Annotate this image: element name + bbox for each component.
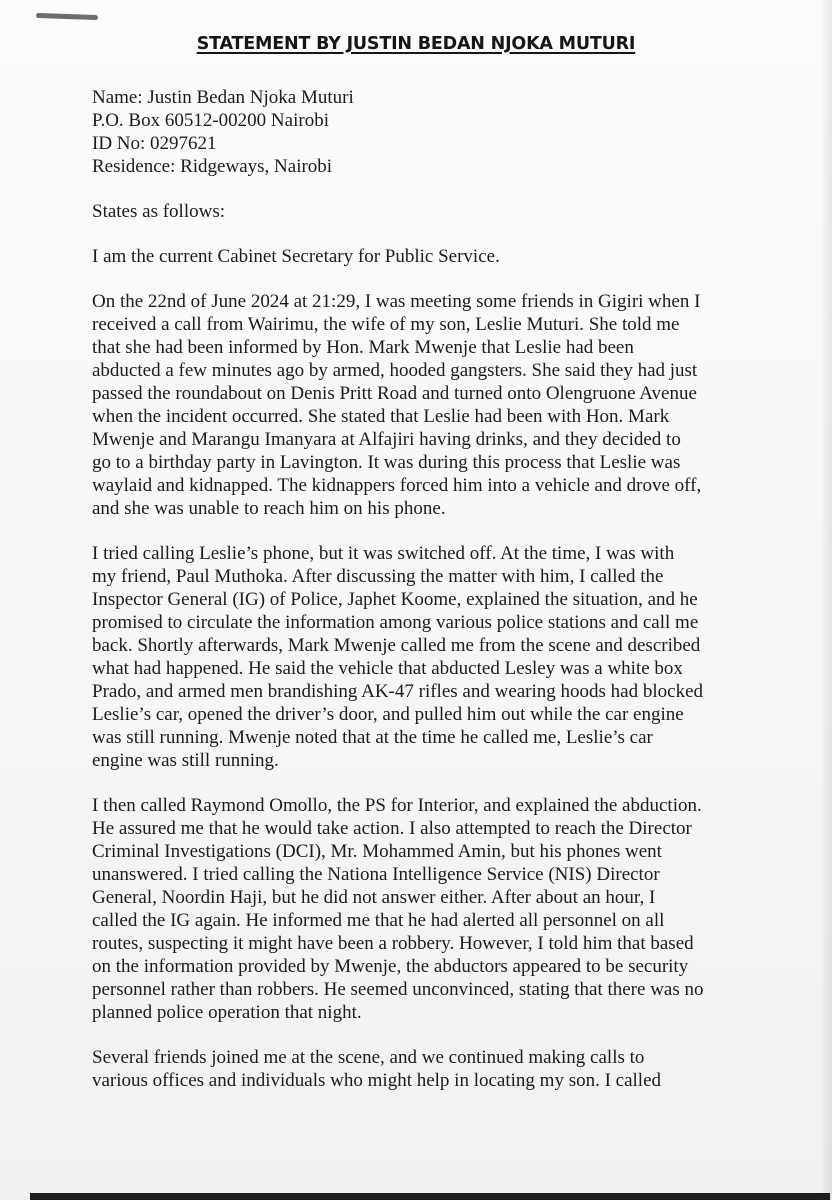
paragraphs-container <box>92 223 742 1092</box>
paragraph-line: when the incident occurred. She stated that Leslie had been with Hon. Mark <box>92 406 670 427</box>
paragraph-line: that she had been informed by Hon. Mark Mwenje that Leslie had been <box>92 337 634 358</box>
spacer <box>92 772 742 794</box>
paragraph-line: unanswered. I tried calling the Nationa Intelligence Service (NIS) Director <box>92 864 660 885</box>
statement-body <box>92 86 742 1092</box>
paragraph-line: go to a birthday party in Lavington. It was during this process that Leslie was <box>92 452 681 473</box>
scan-bottom-bar <box>30 1193 830 1200</box>
page-edge-shadow <box>820 0 832 1200</box>
paragraph-line: on the information provided by Mwenje, the abductors appeared to be security <box>92 956 689 977</box>
paragraph-line: promised to circulate the information among various police stations and call me <box>92 612 699 633</box>
spacer <box>92 520 742 542</box>
paragraph-line: I tried calling Leslie’s phone, but it was switched off. At the time, I was with <box>92 543 675 564</box>
paragraph-line: waylaid and kidnapped. The kidnappers forced him into a vehicle and drove off, <box>92 475 702 496</box>
paper-mark <box>36 13 98 20</box>
paragraph <box>92 245 742 268</box>
paragraph-line: back. Shortly afterwards, Mark Mwenje called me from the scene and described <box>92 635 701 656</box>
spacer <box>92 178 742 200</box>
paragraph-line: Mwenje and Marangu Imanyara at Alfajiri having drinks, and they decided to <box>92 429 681 450</box>
paragraph-line: He assured me that he would take action. I also attempted to reach the Director <box>92 818 692 839</box>
paragraph <box>92 542 742 772</box>
paragraph-line: my friend, Paul Muthoka. After discussing the matter with him, I called the <box>92 566 664 587</box>
paragraph-line: On the 22nd of June 2024 at 21:29, I was meeting some friends in Gigiri when I <box>92 291 701 312</box>
spacer <box>92 223 742 245</box>
paragraph <box>92 290 742 520</box>
paragraph-line: I am the current Cabinet Secretary for Public Service. <box>92 246 500 267</box>
spacer <box>92 268 742 290</box>
paragraph <box>92 794 742 1024</box>
paragraph-line: Inspector General (IG) of Police, Japhet Koome, explained the situation, and he <box>92 589 698 610</box>
paragraph-line: Criminal Investigations (DCI), Mr. Mohammed Amin, but his phones went <box>92 841 662 862</box>
paragraph-line: called the IG again. He informed me that he had alerted all personnel on all <box>92 910 665 931</box>
intro-line: States as follows: <box>92 201 225 222</box>
spacer <box>92 1024 742 1046</box>
paragraph-line: was still running. Mwenje noted that at the time he called me, Leslie’s car <box>92 727 653 748</box>
paragraph-line: Leslie’s car, opened the driver’s door, and pulled him out while the car engine <box>92 704 684 725</box>
header-line-id: ID No: 0297621 <box>92 133 217 154</box>
paragraph-line: planned police operation that night. <box>92 1002 362 1023</box>
paragraph-line: passed the roundabout on Denis Pritt Road and turned onto Olengruone Avenue <box>92 383 697 404</box>
paragraph-line: what had happened. He said the vehicle that abducted Lesley was a white box <box>92 658 683 679</box>
paragraph-line: received a call from Wairimu, the wife of my son, Leslie Muturi. She told me <box>92 314 680 335</box>
document-title-text: STATEMENT BY JUSTIN BEDAN NJOKA MUTURI <box>196 34 636 54</box>
paragraph <box>92 1046 742 1092</box>
header-block <box>92 86 742 178</box>
paragraph-line: and she was unable to reach him on his phone. <box>92 498 446 519</box>
paragraph-line: personnel rather than robbers. He seemed unconvinced, stating that there was no <box>92 979 704 1000</box>
paragraph-line: I then called Raymond Omollo, the PS for Interior, and explained the abduction. <box>92 795 702 816</box>
paragraph-line: engine was still running. <box>92 750 279 771</box>
paragraph-line: abducted a few minutes ago by armed, hooded gangsters. She said they had just <box>92 360 698 381</box>
paragraph-line: various offices and individuals who might help in locating my son. I called <box>92 1070 662 1091</box>
header-line-residence: Residence: Ridgeways, Nairobi <box>92 156 333 177</box>
paragraph-line: General, Noordin Haji, but he did not answer either. After about an hour, I <box>92 887 656 908</box>
document-title <box>0 34 832 54</box>
header-line-address: P.O. Box 60512-00200 Nairobi <box>92 110 329 131</box>
paragraph-line: Prado, and armed men brandishing AK-47 rifles and wearing hoods had blocked <box>92 681 704 702</box>
paragraph-line: routes, suspecting it might have been a robbery. However, I told him that based <box>92 933 694 954</box>
paragraph-line: Several friends joined me at the scene, and we continued making calls to <box>92 1047 645 1068</box>
header-line-name: Name: Justin Bedan Njoka Muturi <box>92 87 354 108</box>
